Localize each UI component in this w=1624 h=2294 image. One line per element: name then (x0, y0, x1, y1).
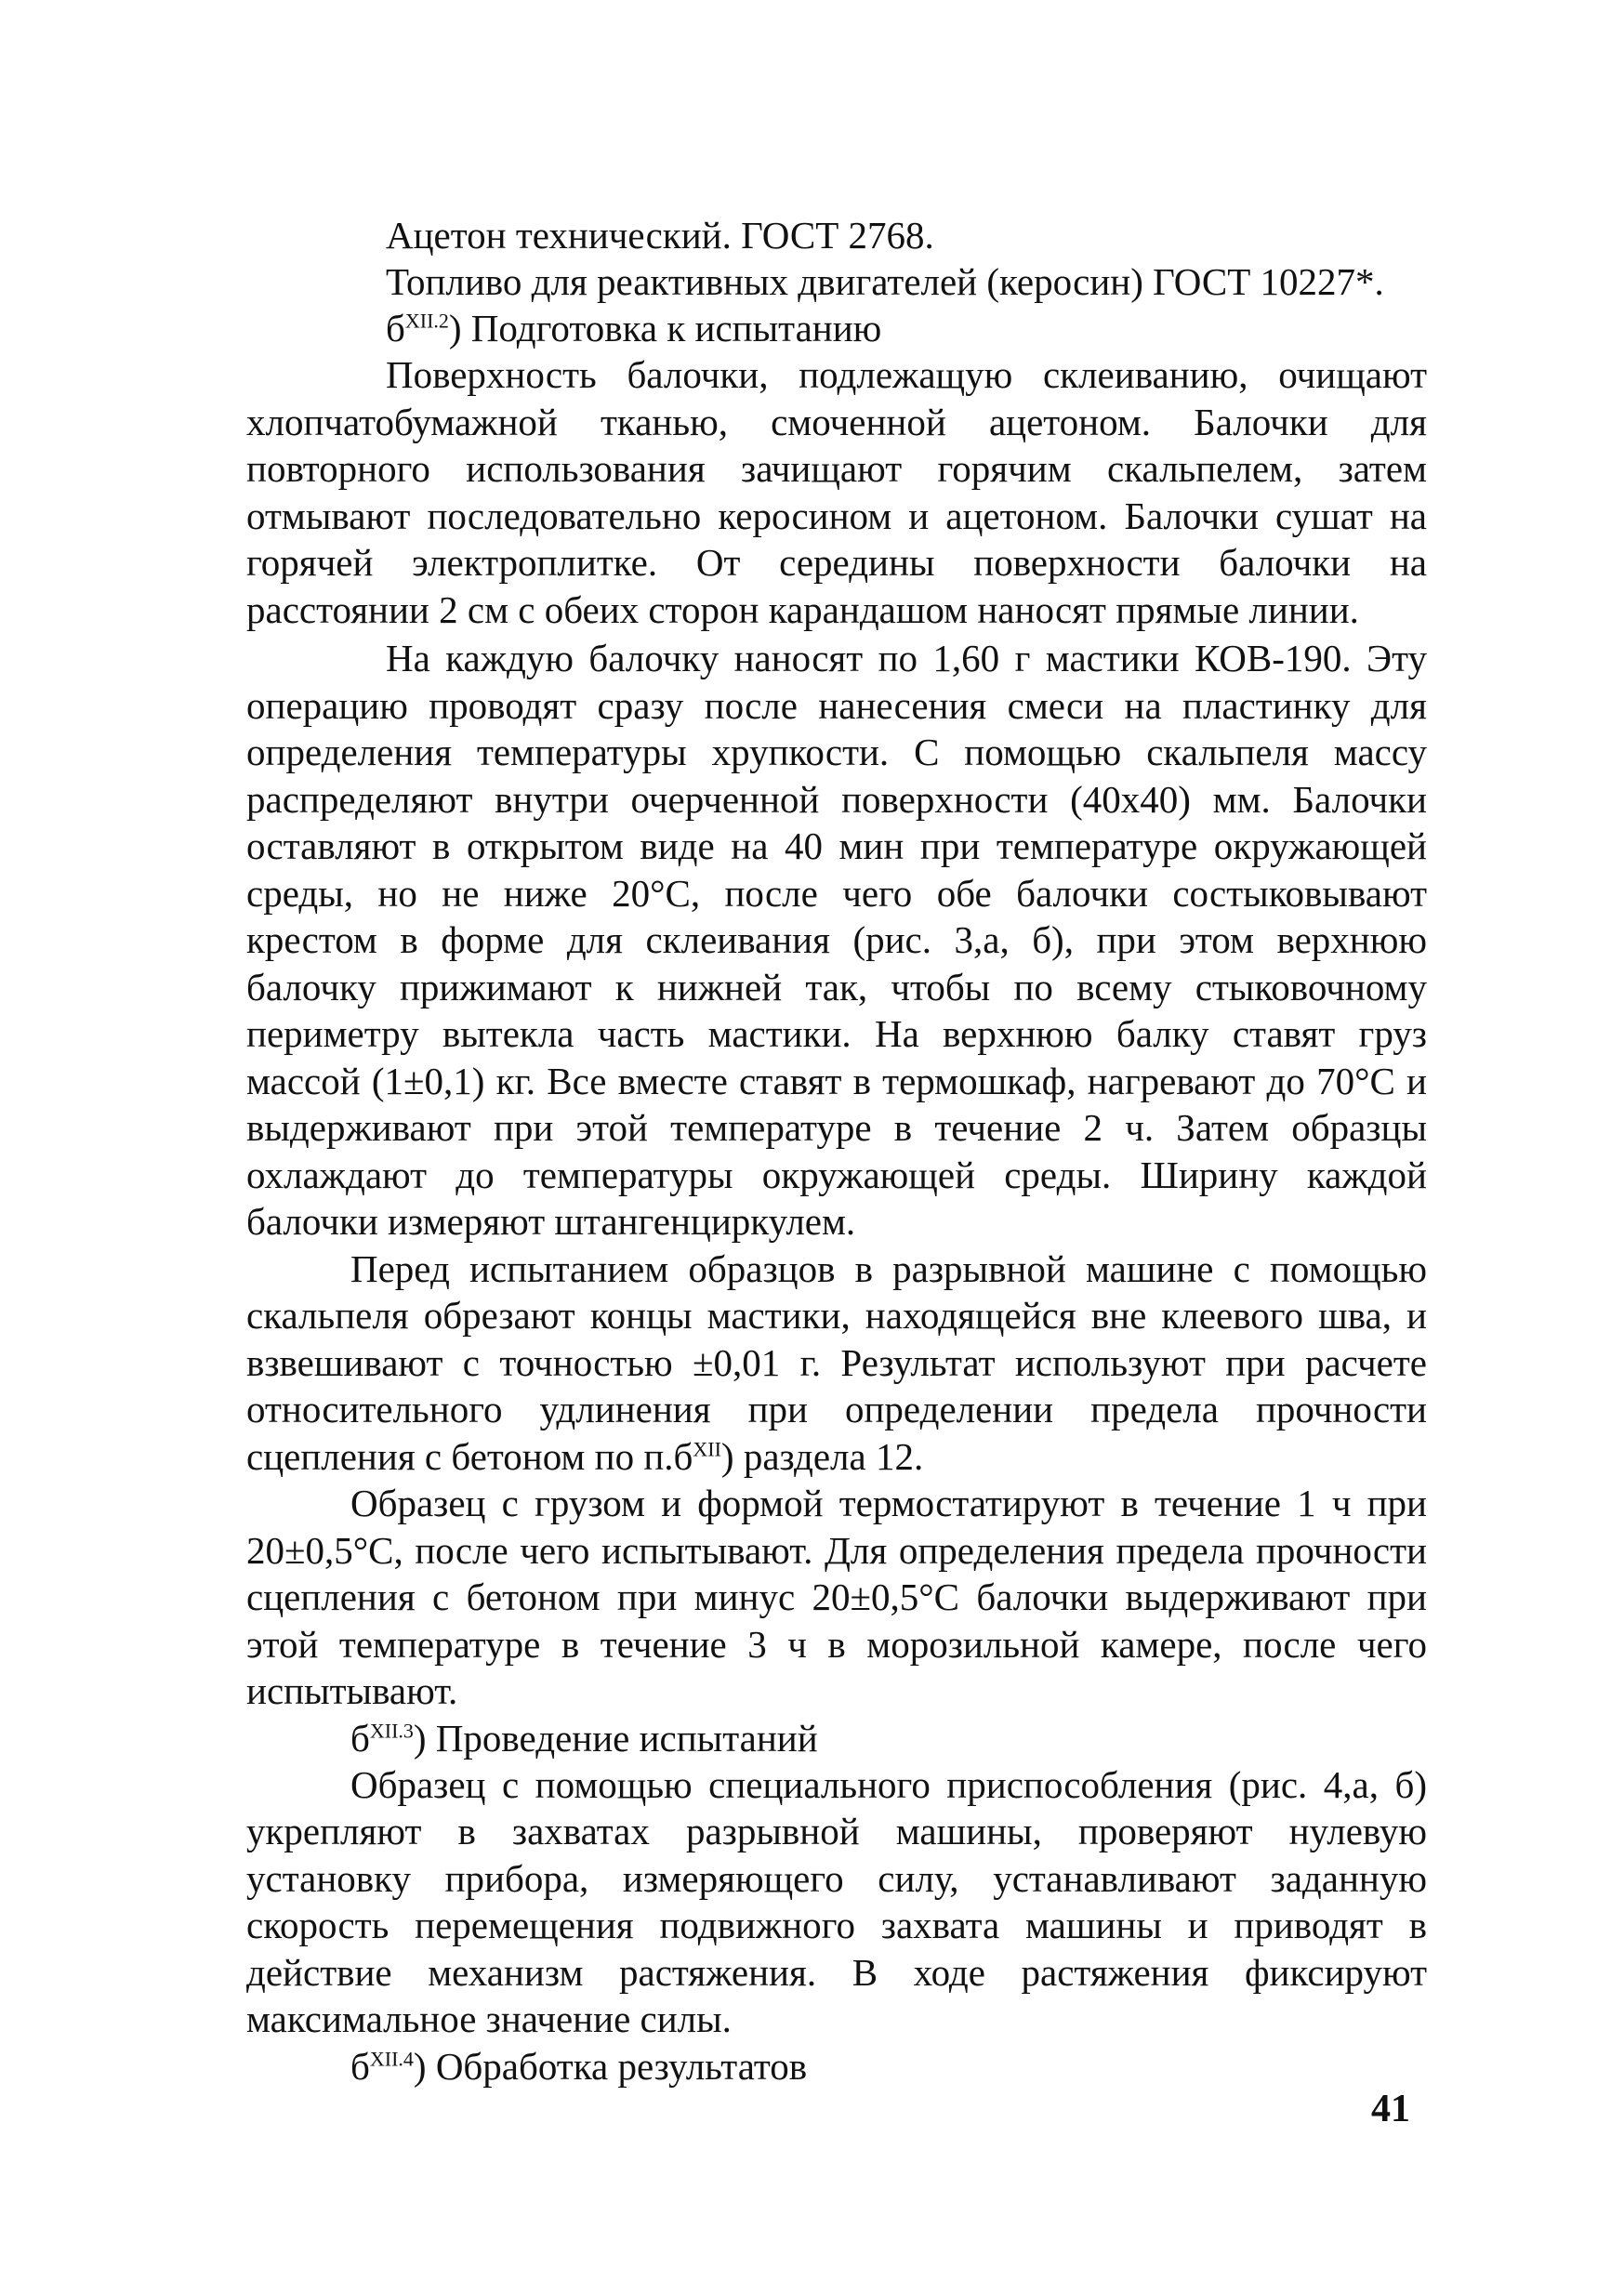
section-heading-preparation (246, 305, 1427, 351)
document-page (246, 212, 1427, 2090)
section-title: ) Подготовка к испытанию (448, 307, 882, 349)
paragraph-thermostating: Образец с грузом и формой термостатируют в течение 1 ч при 20±0,5°С, после чего испытывают. Для определения предела прочности сцепления с бетоном при минус 20±0,5°С балочки выдерживают при этой температуре в течение 3 ч в морозильной камере, после чего испытывают. (246, 1482, 1427, 1712)
paragraph-testing-procedure: Образец с помощью специального приспособления (рис. 4,а, б) укрепляют в захватах разрывной машины, проверяют нулевую установку прибора, измеряющего силу, устанавливают заданную скорость перемещения подвижного захвата машины и приводят в действие механизм растяжения. В ходе растяжения фиксируют максимальное значение силы. (246, 1762, 1427, 2040)
acetone-line: Ацетон технический. ГОСТ 2768. (386, 214, 934, 257)
section-superscript: XII.2 (404, 309, 449, 333)
paragraph-mastic-application: На каждую балочку наносят по 1,60 г мастики КОВ-190. Эту операцию проводят сразу после нанесения смеси на пластинку для определения температуры хрупкости. С помощью скальпеля массу распределяют внутри очерченной поверхности (40х40) мм. Балочки оставляют в открытом виде на 40 мин при температуре окружающей среды, но не ниже 20°С, после чего обе балочки состыковывают крестом в форме для склеивания (рис. 3,а, б), при этом верхнюю балочку прижимают к нижней так, чтобы по всему стыковочному периметру вытекла часть мастики. На верхнюю балку ставят груз массой (1±0,1) кг. Все вместе ставят в термошкаф, нагревают до 70°С и выдерживают при этой температуре в течение 2 ч. Затем образцы охлаждают до температуры окружающей среды. Ширину каждой балочки измеряют штангенциркулем. (246, 637, 1427, 1243)
section-superscript: XII.3 (369, 1718, 414, 1742)
section-prefix: б (350, 1716, 370, 1760)
section-superscript: XII.4 (369, 2046, 414, 2070)
section-title: ) Обработка результатов (413, 2044, 808, 2088)
page-number: 41 (1371, 2088, 1410, 2130)
fuel-line: Топливо для реактивных двигателей (керосин) ГОСТ 10227*. (386, 260, 1384, 303)
paragraph-trimming-weighing (246, 1246, 1427, 1481)
paragraph-tail: ) раздела 12. (720, 1434, 924, 1478)
paragraph-text: Перед испытанием образцов в разрывной машине с помощью скальпеля обрезают концы мастики, находящейся вне клеевого шва, и взвешивают с точностью ±0,01 г. Результат используют при расчете относительного удлинения при определении предела прочности сцепления с бетоном по п.б (246, 1246, 1427, 1478)
reference-superscript: XII (693, 1436, 721, 1460)
section-prefix: б (386, 307, 405, 349)
paragraph-surface-preparation: Поверхность балочки, подлежащую склеиванию, очищают хлопчатобумажной тканью, смоченной ацетоном. Балочки для повторного использования зачищают горячим скальпелем, затем отмывают последовательно керосином и ацетоном. Балочки сушат на горячей электроплитке. От середины поверхности балочки на расстоянии 2 см с обеих сторон карандашом наносят прямые линии. (246, 353, 1427, 631)
section-title: ) Проведение испытаний (413, 1716, 818, 1760)
section-heading-results (246, 2043, 1427, 2090)
section-prefix: б (350, 2044, 370, 2088)
section-heading-testing (246, 1715, 1427, 1761)
